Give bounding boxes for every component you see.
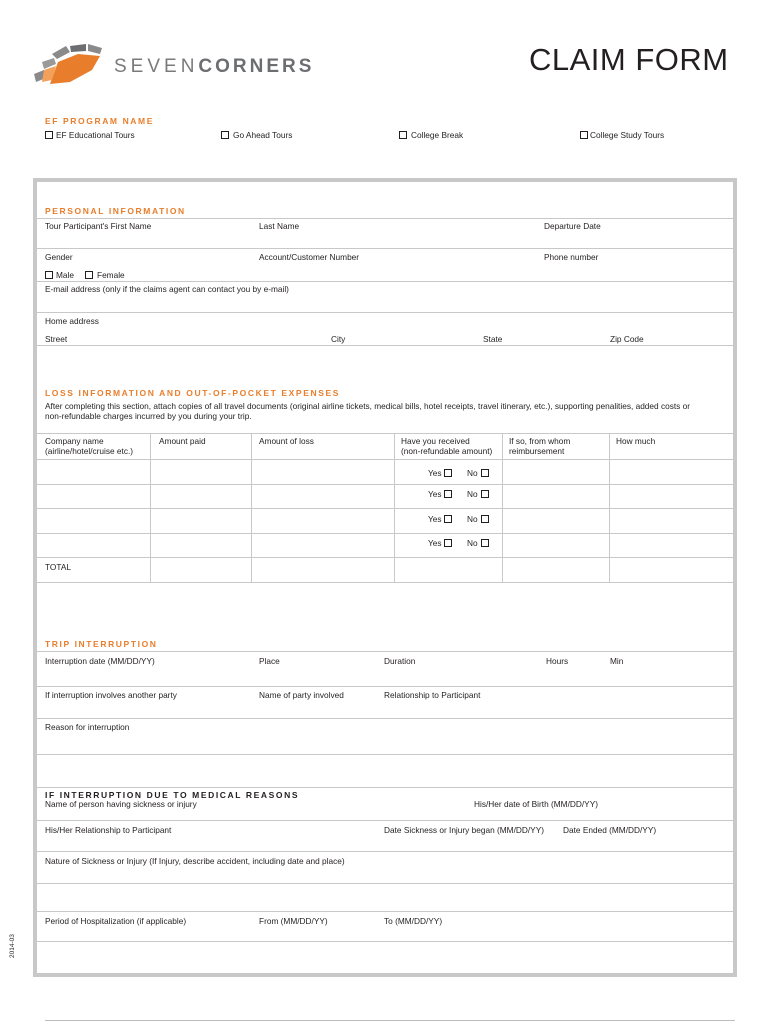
zip-field[interactable]: Zip Code xyxy=(610,334,644,344)
account-number-field[interactable]: Account/Customer Number xyxy=(259,252,360,262)
divider xyxy=(37,218,733,219)
checkbox-female[interactable] xyxy=(85,271,93,279)
checkbox-yes-row3[interactable] xyxy=(444,515,452,523)
trip-heading: TRIP INTERRUPTION xyxy=(45,639,158,649)
divider xyxy=(37,248,733,249)
nature-field[interactable]: Nature of Sickness or Injury (If Injury, describe accident, including date and place) xyxy=(45,856,345,866)
no-label: No xyxy=(467,538,478,548)
program-heading: EF PROGRAM NAME xyxy=(45,116,154,126)
checkbox-yes-row4[interactable] xyxy=(444,539,452,547)
home-address-label: Home address xyxy=(45,316,99,326)
email-field[interactable]: E-mail address (only if the claims agent can contact you by e-mail) xyxy=(45,284,289,294)
divider xyxy=(37,433,733,434)
divider xyxy=(37,787,733,788)
dob-field[interactable]: His/Her date of Birth (MM/DD/YY) xyxy=(474,799,599,809)
checkbox-no-row4[interactable] xyxy=(481,539,489,547)
divider xyxy=(37,941,733,942)
state-field[interactable]: State xyxy=(483,334,503,344)
version-stamp: 2014-03 xyxy=(9,934,16,958)
divider xyxy=(37,533,733,534)
personal-heading: PERSONAL INFORMATION xyxy=(45,206,186,216)
column-divider xyxy=(394,433,395,582)
gender-label: Gender xyxy=(45,252,73,262)
divider xyxy=(37,312,733,313)
column-divider xyxy=(150,433,151,582)
yes-label: Yes xyxy=(428,468,442,478)
reason-field[interactable]: Reason for interruption xyxy=(45,722,130,732)
place-field[interactable]: Place xyxy=(259,656,280,666)
min-field[interactable]: Min xyxy=(610,656,624,666)
hospitalization-field[interactable]: Period of Hospitalization (if applicable) xyxy=(45,916,187,926)
last-name-field[interactable]: Last Name xyxy=(259,221,300,231)
no-label: No xyxy=(467,489,478,499)
phone-field[interactable]: Phone number xyxy=(544,252,599,262)
party-name-field[interactable]: Name of party involved xyxy=(259,690,344,700)
total-label: TOTAL xyxy=(45,562,71,572)
hours-field[interactable]: Hours xyxy=(546,656,569,666)
street-field[interactable]: Street xyxy=(45,334,68,344)
column-divider xyxy=(251,433,252,582)
hospital-from-field[interactable]: From (MM/DD/YY) xyxy=(259,916,328,926)
medical-heading: IF INTERRUPTION DUE TO MEDICAL REASONS xyxy=(45,790,300,800)
duration-label: Duration xyxy=(384,656,416,666)
divider xyxy=(37,459,733,460)
yes-label: Yes xyxy=(428,489,442,499)
checkbox-yes-row1[interactable] xyxy=(444,469,452,477)
yes-label: Yes xyxy=(428,514,442,524)
yes-label: Yes xyxy=(428,538,442,548)
no-label: No xyxy=(467,514,478,524)
col-amount-paid: Amount paid xyxy=(159,436,206,446)
loss-instructions: After completing this section, attach copies of all travel documents (original airline tickets, medical bills, hotel receipts, travel itinerary, etc.), supporting penalities, added costs or non-refundable charges incurred by you during your trip. xyxy=(45,401,691,421)
sick-person-field[interactable]: Name of person having sickness or injury xyxy=(45,799,197,809)
divider xyxy=(37,557,733,558)
no-label: No xyxy=(467,468,478,478)
option-ef-educational: EF Educational Tours xyxy=(56,130,135,140)
col-company: Company name (airline/hotel/cruise etc.) xyxy=(45,436,134,456)
party-relationship-field[interactable]: Relationship to Participant xyxy=(384,690,481,700)
divider xyxy=(37,754,733,755)
option-go-ahead: Go Ahead Tours xyxy=(233,130,293,140)
another-party-field[interactable]: If interruption involves another party xyxy=(45,690,177,700)
checkbox-college-study[interactable] xyxy=(580,131,588,139)
checkbox-no-row2[interactable] xyxy=(481,490,489,498)
logo-word-corners: CORNERS xyxy=(198,56,315,77)
col-from-whom: If so, from whom reimbursement xyxy=(509,436,571,456)
checkbox-college-break[interactable] xyxy=(399,131,407,139)
divider xyxy=(37,651,733,652)
divider xyxy=(37,484,733,485)
date-began-field[interactable]: Date Sickness or Injury began (MM/DD/YY) xyxy=(384,825,544,835)
sick-relationship-field[interactable]: His/Her Relationship to Participant xyxy=(45,825,172,835)
column-divider xyxy=(609,433,610,582)
first-name-field[interactable]: Tour Participant's First Name xyxy=(45,221,152,231)
date-ended-field[interactable]: Date Ended (MM/DD/YY) xyxy=(563,825,657,835)
checkbox-ef-educational[interactable] xyxy=(45,131,53,139)
option-college-break: College Break xyxy=(411,130,464,140)
logo-wordmark xyxy=(114,56,314,78)
checkbox-no-row1[interactable] xyxy=(481,469,489,477)
divider xyxy=(37,820,733,821)
checkbox-no-row3[interactable] xyxy=(481,515,489,523)
divider xyxy=(37,508,733,509)
divider xyxy=(37,851,733,852)
seven-corners-logo-mark xyxy=(30,40,110,88)
female-label: Female xyxy=(97,270,125,280)
city-field[interactable]: City xyxy=(331,334,346,344)
loss-heading: LOSS INFORMATION AND OUT-OF-POCKET EXPENSES xyxy=(45,388,341,398)
divider xyxy=(37,718,733,719)
option-college-study: College Study Tours xyxy=(590,130,665,140)
divider xyxy=(37,883,733,884)
male-label: Male xyxy=(56,270,74,280)
divider xyxy=(37,345,733,346)
departure-date-field[interactable]: Departure Date xyxy=(544,221,601,231)
checkbox-go-ahead[interactable] xyxy=(221,131,229,139)
footer-rule xyxy=(45,1020,735,1021)
checkbox-male[interactable] xyxy=(45,271,53,279)
col-received: Have you received (non-refundable amount) xyxy=(401,436,493,456)
divider xyxy=(37,911,733,912)
divider xyxy=(37,686,733,687)
hospital-to-field[interactable]: To (MM/DD/YY) xyxy=(384,916,443,926)
logo-word-seven: SEVEN xyxy=(114,56,199,77)
divider xyxy=(37,582,733,583)
checkbox-yes-row2[interactable] xyxy=(444,490,452,498)
col-amount-loss: Amount of loss xyxy=(259,436,314,446)
divider xyxy=(37,281,733,282)
col-how-much: How much xyxy=(616,436,656,446)
column-divider xyxy=(502,433,503,582)
interruption-date-field[interactable]: Interruption date (MM/DD/YY) xyxy=(45,656,155,666)
page-title: CLAIM FORM xyxy=(529,42,729,77)
